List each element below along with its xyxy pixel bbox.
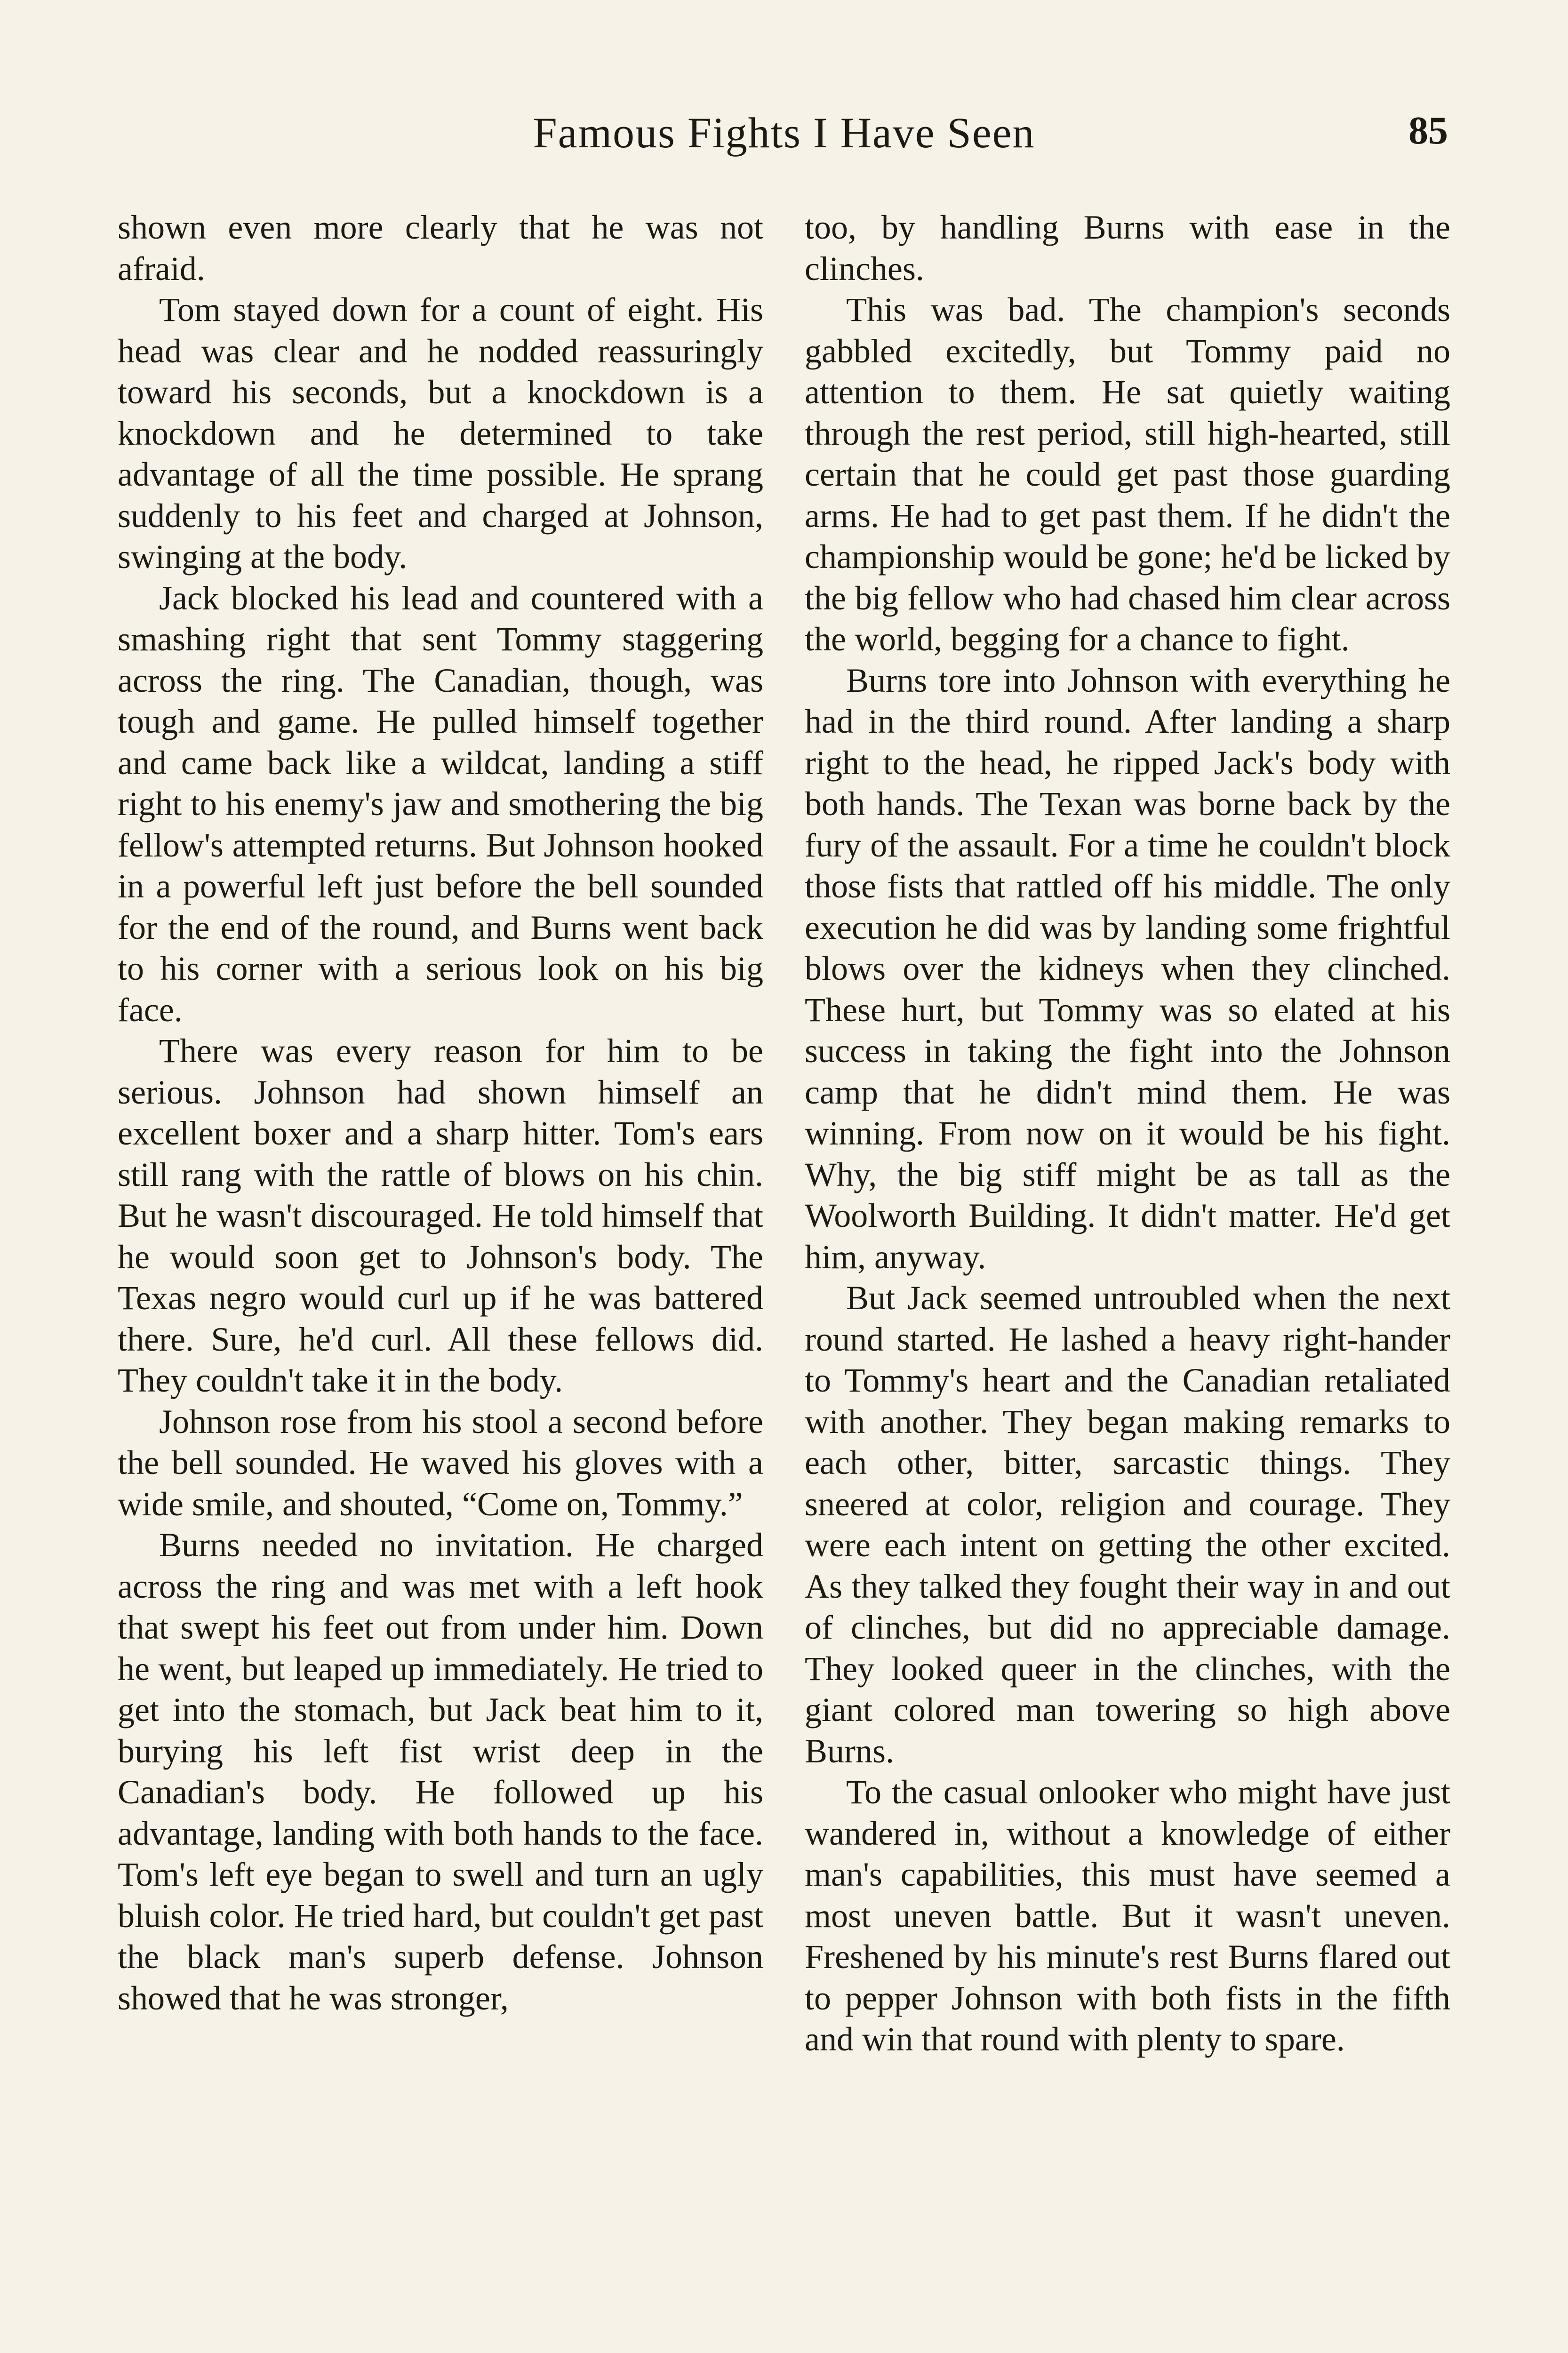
paragraph: To the casual onlooker who might have just wandered in, without a knowledge of either man's capabilities, this must have seemed a most uneven battle. But it wasn't uneven. Freshened by his minute's rest Burns flared out to pepper Johnson with both fists in the fifth and win that round with plenty to spare. — [805, 1773, 1450, 2058]
paragraph: There was every reason for him to be serious. Johnson had shown himself an excellent boxer and a sharp hitter. Tom's ears still rang with the rattle of blows on his chin. But he wasn't discouraged. He told himself that he would soon get to Johnson's body. The Texas negro would curl up if he was battered there. Sure, he'd curl. All these fellows did. They couldn't take it in the body. — [118, 1032, 763, 1399]
paragraph: Jack blocked his lead and countered with a smashing right that sent Tommy staggering across the ring. The Canadian, though, was tough and game. He pulled himself together and came back like a wildcat, landing a stiff right to his enemy's jaw and smothering the big fellow's attempted returns. But Johnson hooked in a powerful left just before the bell sounded for the end of the round, and Burns went back to his corner with a serious look on his big face. — [118, 579, 763, 1029]
paragraph: shown even more clearly that he was not afraid. — [118, 208, 763, 288]
page-title: Famous Fights I Have Seen — [533, 109, 1035, 157]
paragraph: This was bad. The champion's seconds gabbled excitedly, but Tommy paid no attention to them. He sat quietly waiting through the rest period, still high-hearted, still certain that he could get past those guarding arms. He had to get past them. If he didn't the championship would be gone; he'd be licked by the big fellow who had chased him clear across the world, begging for a chance to fight. — [805, 291, 1450, 658]
paragraph: Burns needed no invitation. He charged across the ring and was met with a left hook that swept his feet out from under him. Down he went, but leaped up immediately. He tried to get into the stomach, but Jack beat him to it, burying his left fist wrist deep in the Canadian's body. He followed up his advantage, landing with both hands to the face. Tom's left eye began to swell and turn an ugly bluish color. He tried hard, but couldn't get past the black man's superb defense. Johnson showed that he was stronger, — [118, 1526, 763, 2017]
paragraph: too, by handling Burns with ease in the clinches. — [805, 208, 1450, 288]
page-number: 85 — [1408, 109, 1448, 152]
paragraph: But Jack seemed untroubled when the next round started. He lashed a heavy right-hander to Tommy's heart and the Canadian retaliated with another. They began making remarks to each other, bitter, sarcastic things. They sneered at color, religion and courage. They were each intent on getting the other excited. As they talked they fought their way in and out of clinches, but did no appreciable damage. They looked queer in the clinches, with the giant colored man towering so high above Burns. — [805, 1279, 1450, 1770]
paragraph: Tom stayed down for a count of eight. His head was clear and he nodded reassuringly toward his seconds, but a knockdown is a knockdown and he determined to take advantage of all the time possible. He sprang suddenly to his feet and charged at Johnson, swinging at the body. — [118, 291, 763, 576]
paragraph: Johnson rose from his stool a second before the bell sounded. He waved his gloves with a wide smile, and shouted, “Come on, Tommy.” — [118, 1402, 763, 1523]
left-column — [118, 207, 763, 2019]
paragraph: Burns tore into Johnson with everything he had in the third round. After landing a sharp right to the head, he ripped Jack's body with both hands. The Texan was borne back by the fury of the assault. For a time he couldn't block those fists that rattled off his middle. The only execution he did was by landing some frightful blows over the kidneys when they clinched. These hurt, but Tommy was so elated at his success in taking the fight into the Johnson camp that he didn't mind them. He was winning. From now on it would be his fight. Why, the big stiff might be as tall as the Woolworth Building. It didn't matter. He'd get him, anyway. — [805, 661, 1450, 1276]
right-column — [805, 207, 1450, 2060]
